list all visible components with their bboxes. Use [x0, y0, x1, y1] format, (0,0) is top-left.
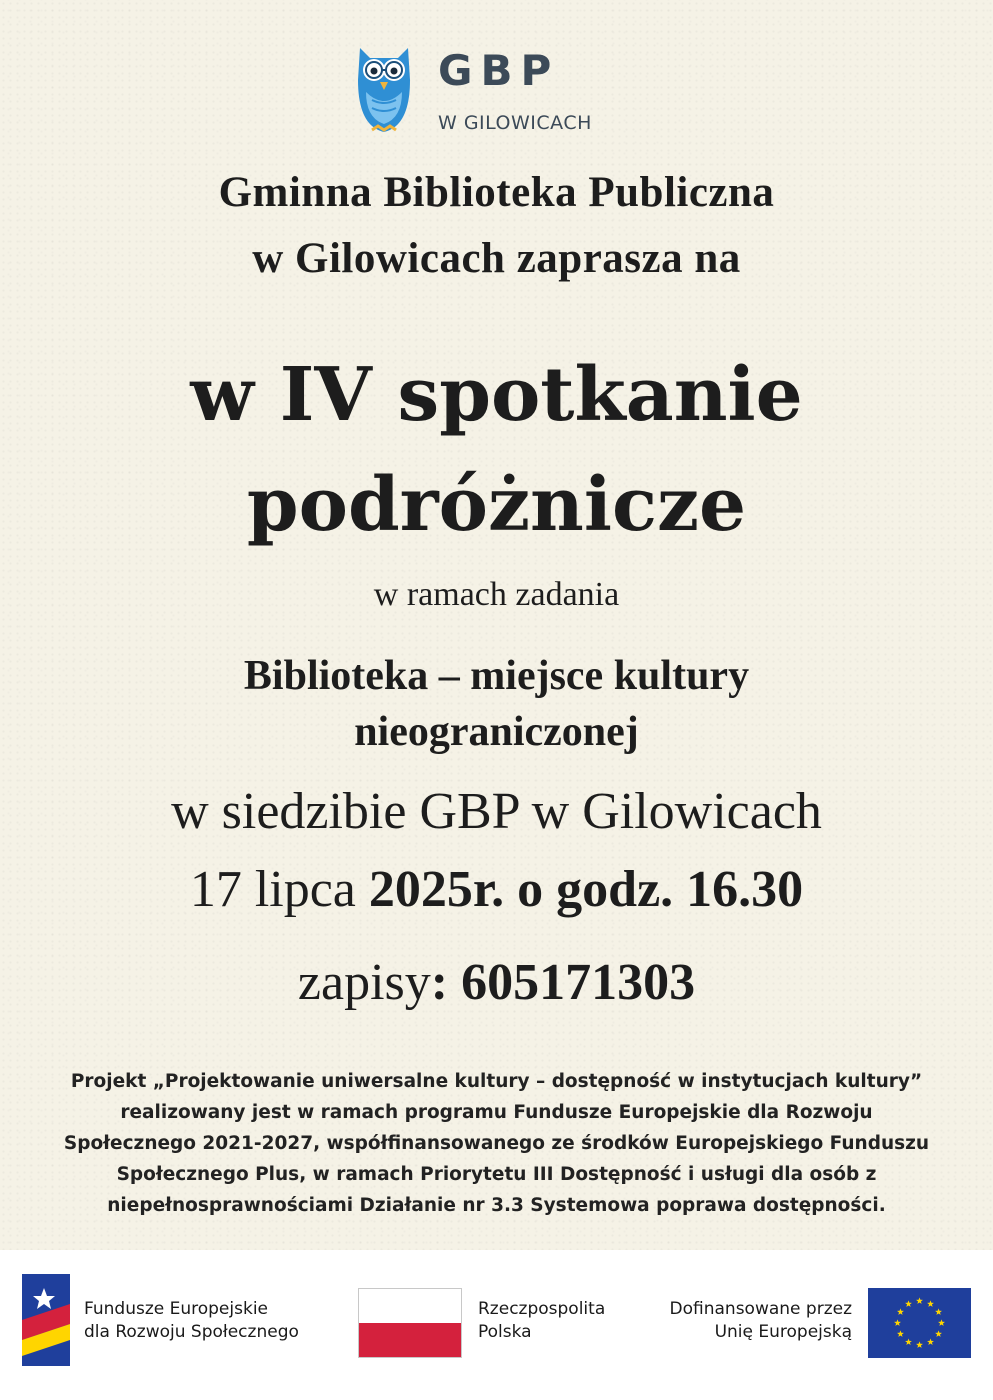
poland-label: [478, 1298, 605, 1344]
logo-subtitle: W GILOWICACH: [438, 112, 592, 134]
invitation-text: [0, 160, 993, 292]
event-date: [0, 858, 993, 922]
registration-phone: : 605171303: [430, 954, 696, 1011]
project-line-2: realizowany jest w ramach programu Fundusze Europejskie dla Rozwoju: [120, 1102, 873, 1123]
european-funds-label: [84, 1298, 299, 1344]
eu-cofunding-label-line-2: Unię Europejską: [714, 1322, 852, 1342]
poland-flag-icon: [358, 1288, 462, 1358]
registration-label: zapisy: [297, 954, 431, 1011]
european-funds-label-line-2: dla Rozwoju Społecznego: [84, 1322, 299, 1342]
eu-cofunding-label-line-1: Dofinansowane przez: [669, 1299, 852, 1319]
library-logo: [352, 40, 632, 140]
framework-text: w ramach zadania: [373, 576, 620, 613]
event-date-day: 17 lipca: [189, 861, 356, 918]
invitation-line-1: Gminna Biblioteka Publiczna: [218, 169, 775, 216]
event-title: [0, 340, 993, 560]
task-name: [0, 648, 993, 760]
event-title-line-2: podróżnicze: [246, 462, 747, 548]
registration: [0, 950, 993, 1016]
event-title-line-1: w IV spotkanie: [190, 352, 803, 438]
project-line-4: Społecznego Plus, w ramach Priorytetu III Dostępność i usługi dla osób z: [116, 1164, 877, 1185]
eu-flag-icon: [868, 1288, 971, 1358]
task-name-line-2: nieograniczonej: [354, 709, 639, 755]
task-name-line-1: Biblioteka – miejsce kultury: [243, 653, 750, 699]
poland-label-line-2: Polska: [478, 1322, 532, 1342]
poland-label-line-1: Rzeczpospolita: [478, 1299, 606, 1319]
event-place: w siedzibie GBP w Gilowicach: [171, 783, 822, 840]
project-line-1: Projekt „Projektowanie uniwersalne kultury – dostępność w instytucjach kultury”: [70, 1071, 923, 1092]
european-funds-label-line-1: Fundusze Europejskie: [84, 1299, 268, 1319]
project-line-5: niepełnosprawnościami Działanie nr 3.3 Systemowa poprawa dostępności.: [107, 1195, 886, 1216]
funding-footer: [0, 1250, 993, 1400]
eu-cofunding-label: [656, 1298, 852, 1344]
owl-icon: [352, 40, 416, 136]
logo-title: GBP: [438, 46, 560, 95]
invitation-line-2: w Gilowicach zaprasza na: [252, 235, 741, 282]
project-info: [8, 1066, 985, 1221]
european-funds-icon: [22, 1274, 70, 1366]
project-line-3: Społecznego 2021-2027, współfinansowanego ze środków Europejskiego Funduszu: [63, 1133, 930, 1154]
event-date-time: 2025r. o godz. 16.30: [368, 861, 804, 918]
